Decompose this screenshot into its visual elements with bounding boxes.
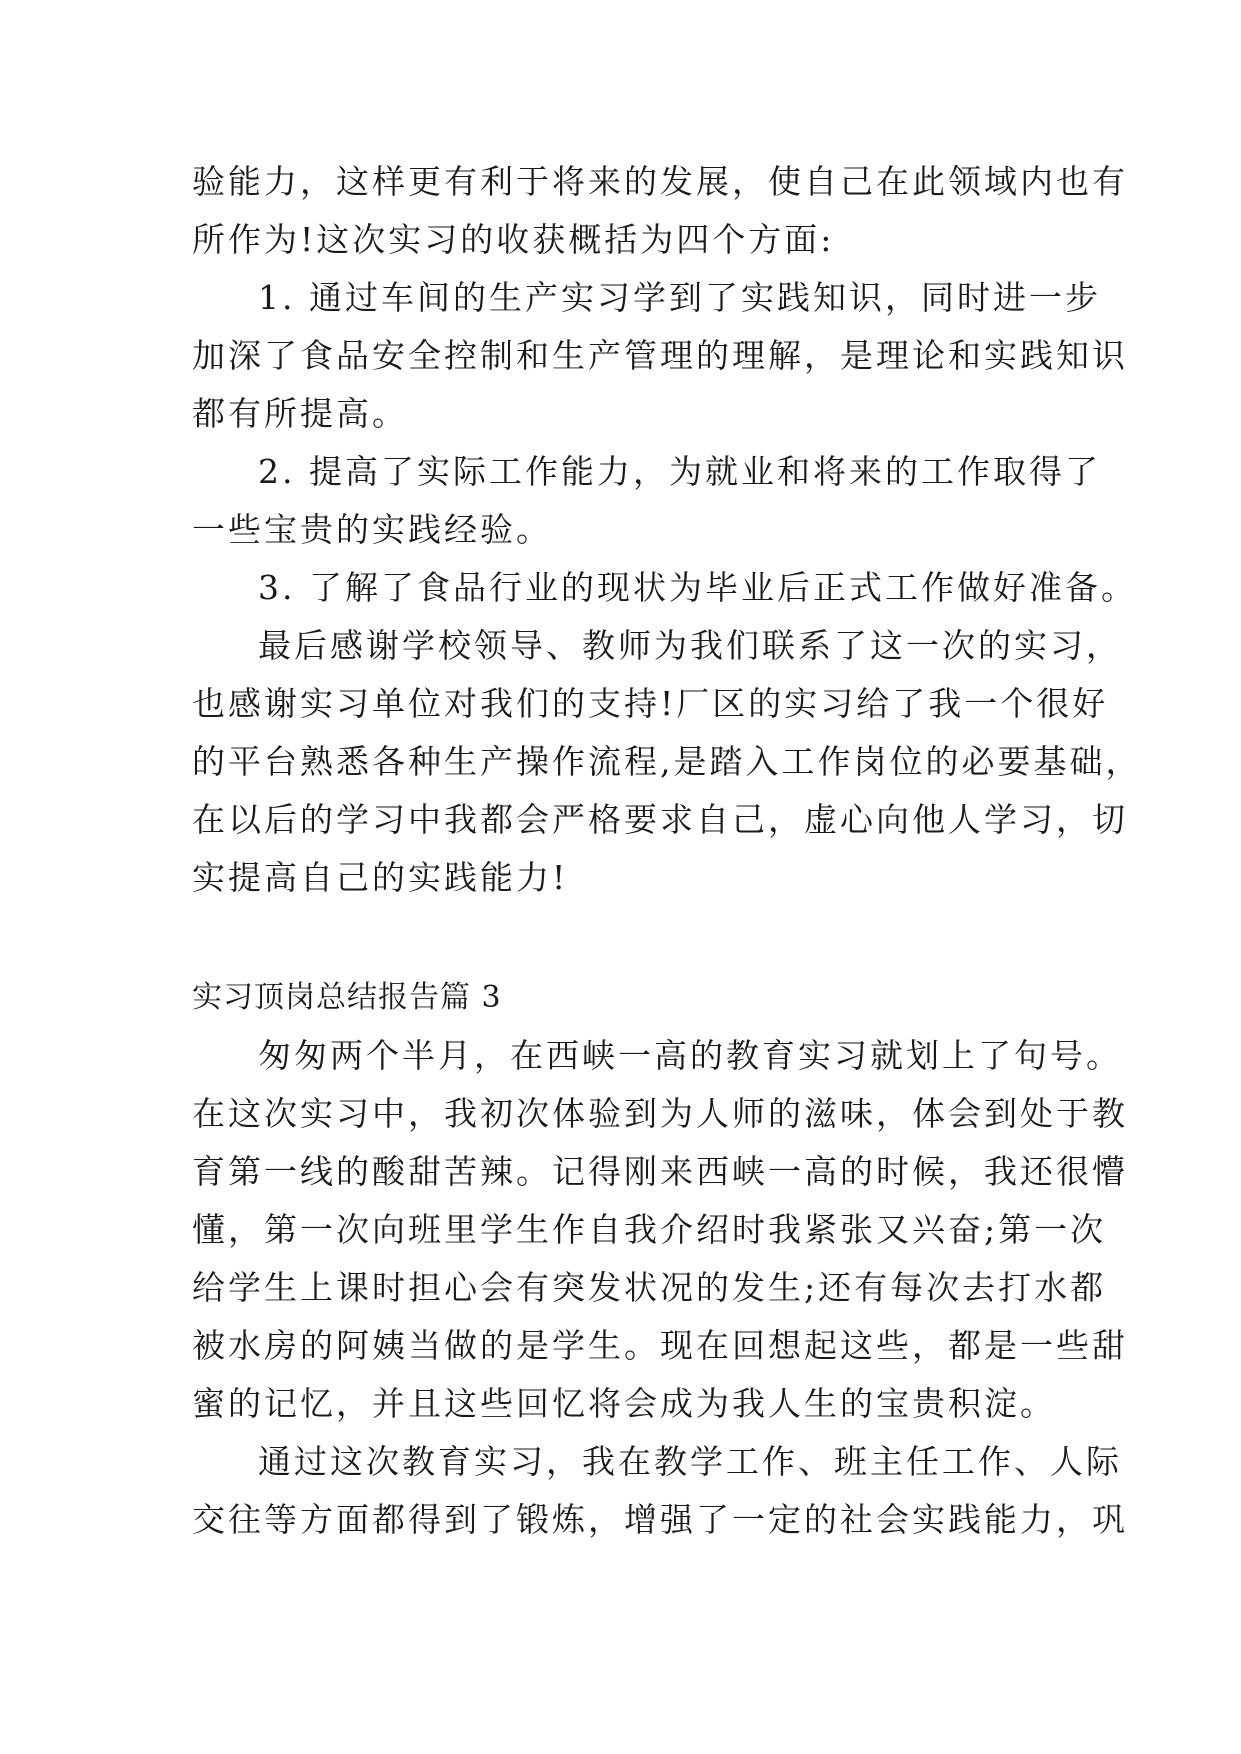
paragraph-line: 匆匆两个半月，在西峡一高的教育实习就划上了句号。 bbox=[258, 1036, 1122, 1075]
paragraph-line: 验能力，这样更有利于将来的发展，使自己在此领域内也有 bbox=[192, 162, 1128, 201]
paragraph-line: 育第一线的酸甜苦辣。记得刚来西峡一高的时候，我还很懵 bbox=[192, 1152, 1128, 1191]
paragraph-line: 实提高自己的实践能力! bbox=[192, 858, 569, 897]
paragraph-line: 交往等方面都得到了锻炼，增强了一定的社会实践能力，巩 bbox=[192, 1500, 1128, 1539]
paragraph-line: 的平台熟悉各种生产操作流程,是踏入工作岗位的必要基础， bbox=[192, 742, 1142, 781]
paragraph-line: 被水房的阿姨当做的是学生。现在回想起这些，都是一些甜 bbox=[192, 1326, 1128, 1365]
list-item-2: 2. 提高了实际工作能力，为就业和将来的工作取得了 bbox=[258, 452, 1101, 491]
list-item-3: 3. 了解了食品行业的现状为毕业后正式工作做好准备。 bbox=[258, 568, 1137, 607]
section-heading: 实习顶岗总结报告篇 3 bbox=[192, 980, 502, 1015]
paragraph-line: 一些宝贵的实践经验。 bbox=[192, 510, 552, 549]
paragraph-line: 加深了食品安全控制和生产管理的理解，是理论和实践知识 bbox=[192, 336, 1128, 375]
paragraph-line: 懂，第一次向班里学生作自我介绍时我紧张又兴奋;第一次 bbox=[192, 1210, 1107, 1249]
paragraph-line: 都有所提高。 bbox=[192, 394, 408, 433]
paragraph-line: 给学生上课时担心会有突发状况的发生;还有每次去打水都 bbox=[192, 1268, 1107, 1307]
paragraph-line: 在以后的学习中我都会严格要求自己，虚心向他人学习，切 bbox=[192, 800, 1128, 839]
paragraph-line: 通过这次教育实习，我在教学工作、班主任工作、人际 bbox=[258, 1442, 1122, 1481]
paragraph-line: 在这次实习中，我初次体验到为人师的滋味，体会到处于教 bbox=[192, 1094, 1128, 1133]
paragraph-line: 所作为!这次实习的收获概括为四个方面: bbox=[192, 220, 835, 259]
paragraph-line: 蜜的记忆，并且这些回忆将会成为我人生的宝贵积淀。 bbox=[192, 1384, 1056, 1423]
paragraph-line: 也感谢实习单位对我们的支持!厂区的实习给了我一个很好 bbox=[192, 684, 1109, 723]
paragraph-line: 最后感谢学校领导、教师为我们联系了这一次的实习， bbox=[258, 626, 1122, 665]
list-item-1: 1. 通过车间的生产实习学到了实践知识，同时进一步 bbox=[258, 278, 1101, 317]
